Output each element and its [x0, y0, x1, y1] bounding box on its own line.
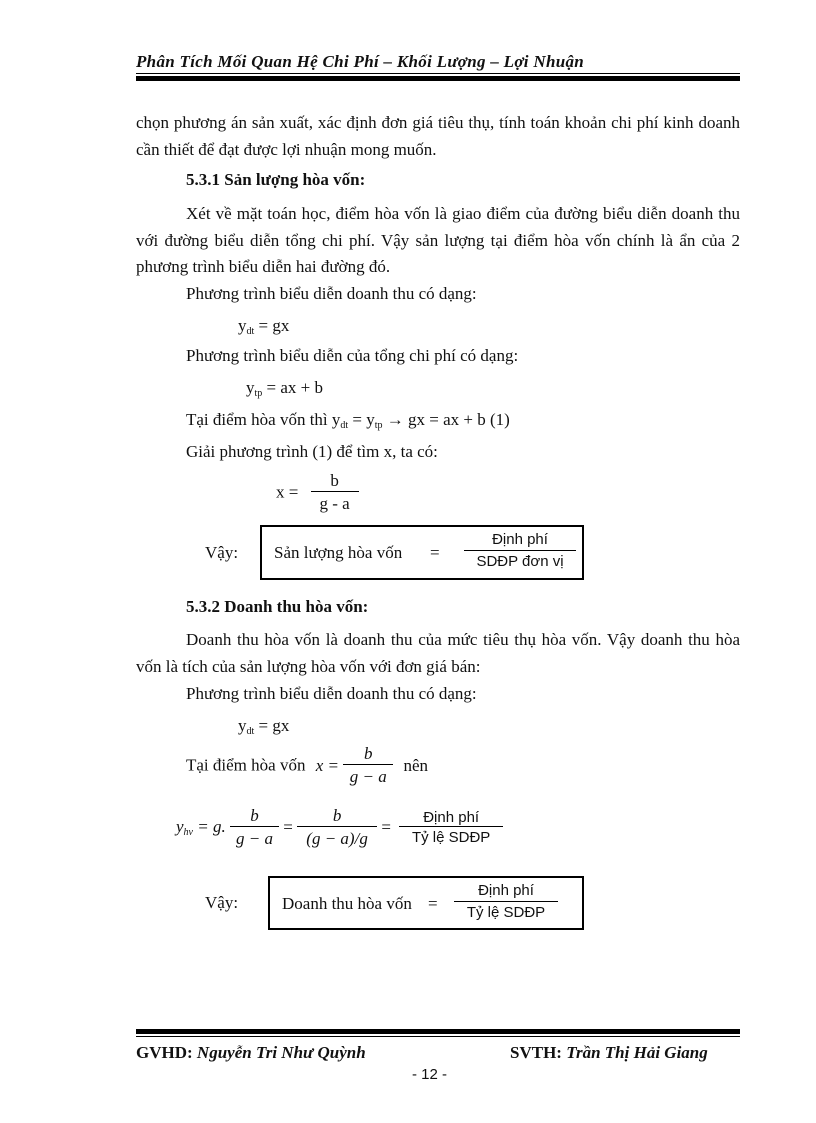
revenue-equation-2 [238, 716, 289, 737]
page-header-title: Phân Tích Mối Quan Hệ Chi Phí – Khối Lượng – Lợi Nhuận [136, 52, 585, 71]
box1-numerator: Định phí [492, 531, 548, 548]
eq-var: y [238, 316, 247, 335]
advisor-name: Nguyễn Tri Như Quỳnh [196, 1043, 366, 1062]
section-532-paragraph: Doanh thu hòa vốn là doanh thu của mức tiêu thụ hòa vốn. Vậy doanh thu hòa vốn là tích của sản lượng hòa vốn với đơn giá bán: [136, 630, 740, 676]
advisor-label: GVHD: [136, 1043, 193, 1062]
yhv-eq: = g. [193, 817, 226, 836]
section-heading-531: 5.3.1 Sản lượng hòa vốn: [186, 170, 366, 189]
breakeven-revenue-derivation [176, 806, 503, 849]
bep-text-c: → gx = ax + b (1) [382, 410, 510, 429]
x-fraction [311, 471, 359, 514]
eq-sub: dt [246, 726, 255, 737]
bep-text-b: = y [348, 410, 375, 429]
x-fraction-2 [343, 744, 393, 787]
deriv-equals-1: = [283, 817, 293, 837]
bep-text-a: Tại điểm hòa vốn thì y [186, 410, 341, 429]
solve-label: Giải phương trình (1) để tìm x, ta có: [186, 442, 438, 461]
bep-sub-dt: dt [340, 420, 349, 431]
eq-var: y [238, 716, 247, 735]
x2-denominator: g − a [343, 764, 393, 787]
header-rule-thin [136, 73, 740, 74]
revenue-equation-label: Phương trình biểu diễn doanh thu có dạng: [186, 284, 477, 303]
x-formula [276, 471, 359, 514]
yhv-var: y [176, 817, 184, 836]
box2-denominator: Tỷ lệ SDĐP [454, 901, 558, 921]
footer-advisor [136, 1043, 366, 1063]
breakeven-condition [186, 410, 510, 431]
page-number: - 12 - [412, 1066, 448, 1083]
conclusion-label-2: Vậy: [205, 893, 239, 912]
box1-equals: = [430, 543, 440, 562]
eq-var: y [246, 378, 255, 397]
x-lhs: x = [276, 482, 299, 502]
intro-paragraph: chọn phương án sản xuất, xác định đơn giá tiêu thụ, tính toán khoản chi phí kinh doanh cần thiết để đạt được lợi nhuận mong muốn. [136, 113, 740, 159]
f2-denominator: (g − a)/g [297, 826, 377, 849]
nen-text: nên [403, 755, 429, 775]
footer-rule-thick [136, 1029, 740, 1034]
x2-numerator: b [363, 744, 373, 763]
box2-fraction [454, 882, 558, 921]
f1-denominator: g − a [230, 826, 279, 849]
f1-numerator: b [250, 806, 259, 825]
conclusion-label-1: Vậy: [205, 543, 239, 562]
x-denominator: g - a [311, 491, 359, 514]
header-rule-thick [136, 76, 740, 81]
box1-denominator: SDĐP đơn vị [464, 550, 576, 570]
yhv-sub: hv [183, 827, 193, 838]
eq-rhs: = gx [254, 716, 290, 735]
breakeven-quantity-box [260, 525, 584, 580]
deriv-fraction-1 [230, 806, 279, 849]
student-name: Trần Thị Hải Giang [566, 1043, 708, 1062]
section-531-paragraph: Xét về mặt toán học, điểm hòa vốn là giao điểm của đường biểu diễn doanh thu với đường biểu diễn tổng chi phí. Vậy sản lượng tại điểm hòa vốn chính là ẩn của 2 phương trình biểu diễn hai đường đó. [136, 204, 740, 276]
eq-rhs: = ax + b [262, 378, 324, 397]
box2-label: Doanh thu hòa vốn [282, 894, 412, 913]
revenue-equation [238, 316, 289, 337]
f2-numerator: b [332, 806, 342, 825]
breakeven-x-line [186, 744, 428, 787]
cost-equation [246, 378, 323, 399]
footer-student [510, 1043, 708, 1063]
box1-fraction [464, 531, 576, 570]
student-label: SVTH: [510, 1043, 562, 1062]
box2-numerator: Định phí [478, 882, 534, 899]
box2-equals: = [428, 894, 438, 913]
footer-rule-thin [136, 1036, 740, 1037]
eq-sub: dt [246, 326, 255, 337]
at-breakeven-label: Tại điểm hòa vốn [186, 755, 306, 775]
f3-denominator: Tỷ lệ SDĐP [399, 826, 503, 846]
revenue-equation-label-2: Phương trình biểu diễn doanh thu có dạng: [186, 684, 477, 703]
x-numerator: b [330, 471, 339, 490]
deriv-fraction-3 [399, 809, 503, 846]
eq-rhs: = gx [254, 316, 290, 335]
deriv-fraction-2 [297, 806, 377, 849]
bep-sub-tp: tp [374, 420, 383, 431]
breakeven-revenue-box [268, 876, 584, 930]
box1-label: Sản lượng hòa vốn [274, 543, 403, 562]
yhv-lhs [176, 817, 226, 836]
eq-sub: tp [254, 388, 263, 399]
x-lhs-2: x = [315, 755, 339, 775]
cost-equation-label: Phương trình biểu diễn của tổng chi phí có dạng: [186, 346, 519, 365]
section-heading-532: 5.3.2 Doanh thu hòa vốn: [186, 597, 369, 616]
deriv-equals-2: = [381, 817, 391, 837]
f3-numerator: Định phí [423, 809, 480, 826]
